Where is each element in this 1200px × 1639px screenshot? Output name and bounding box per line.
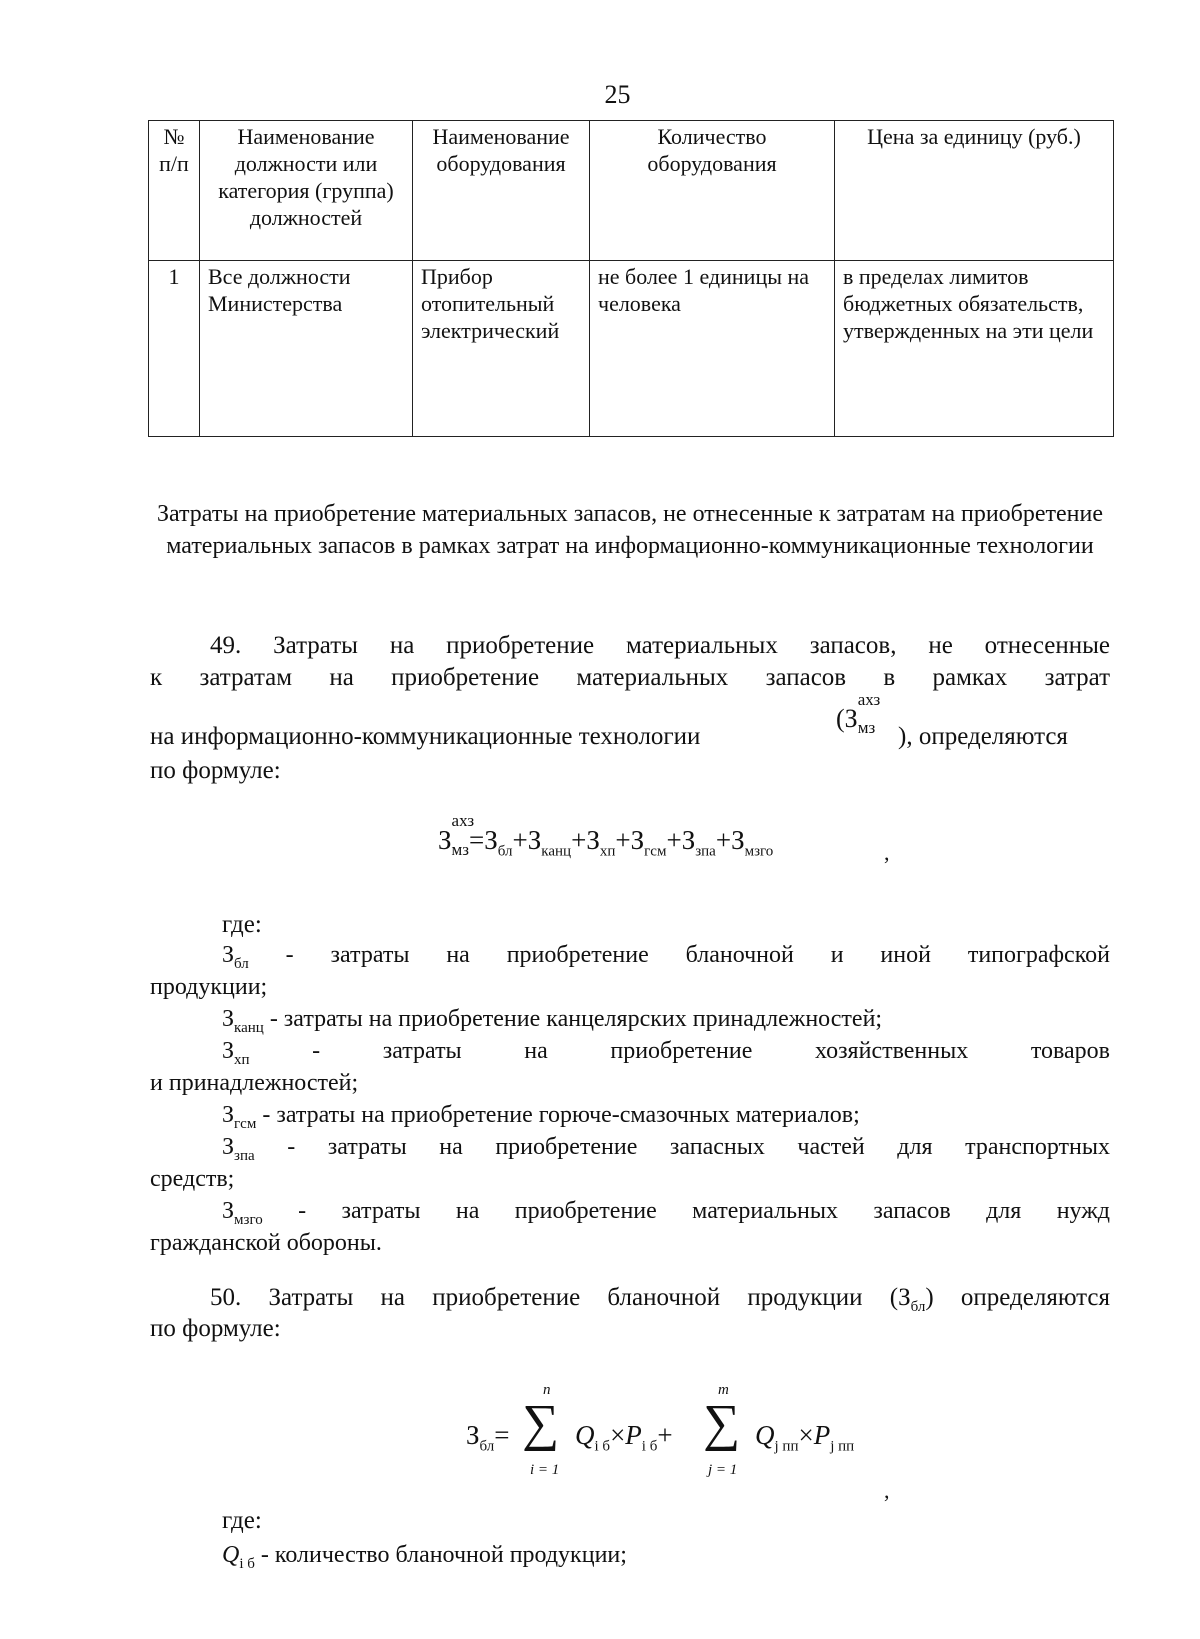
sum2-lower: j = 1 xyxy=(708,1462,738,1478)
p49-line3b: ), определяются xyxy=(898,723,1068,750)
formula-term-sub: бл xyxy=(497,843,513,860)
def-symbol: З xyxy=(222,1198,235,1224)
table-cell: Все должности Министерства xyxy=(200,261,413,437)
p49-line2: к затратам на приобретение материальных запасов в рамках затрат xyxy=(150,664,1110,691)
table-header-cell: Цена за единицу (руб.) xyxy=(835,121,1114,261)
table-header-cell: № п/п xyxy=(149,121,200,261)
def-symbol-sub: гсм xyxy=(234,1115,257,1132)
formula2-comma: , xyxy=(884,1478,890,1503)
formula-term-sub: канц xyxy=(541,843,572,860)
formula2-term2 xyxy=(755,1420,854,1455)
def-symbol-sub: мзго xyxy=(234,1211,263,1228)
def-q-sub: i б xyxy=(239,1555,255,1572)
sigma1-symbol: ∑ xyxy=(522,1395,560,1452)
where-label: где: xyxy=(222,911,262,938)
p50-text-b: ) определяются xyxy=(925,1284,1110,1311)
sum1-lower: i = 1 xyxy=(530,1462,560,1478)
table-cell: не более 1 единицы на человека xyxy=(590,261,835,437)
page-number: 25 xyxy=(604,80,631,109)
inline-symbol-sup: ахз xyxy=(857,690,881,709)
table-header-cell: Наименование оборудования xyxy=(413,121,590,261)
formula-term: З xyxy=(527,825,542,855)
def-text: - затраты на приобретение хозяйственных товаров xyxy=(312,1038,1110,1064)
where2-label: где: xyxy=(222,1507,262,1534)
def-zzpa xyxy=(222,1132,1110,1171)
sum2-upper: m xyxy=(718,1382,729,1398)
def-qib xyxy=(222,1540,627,1579)
table-header-row xyxy=(149,121,1114,261)
inline-symbol-base: З xyxy=(844,704,858,733)
formula-term-sub: гсм xyxy=(644,843,667,860)
def-symbol-sub: хп xyxy=(234,1051,250,1068)
formula-term-sub: мзго xyxy=(744,843,774,860)
formula-term-sub: хп xyxy=(599,843,616,860)
equipment-table xyxy=(148,120,1114,437)
formula-term: З xyxy=(630,825,645,855)
def-zbl xyxy=(222,940,1110,979)
p49-line1: 49. Затраты на приобретение материальных запасов, не отнесенные xyxy=(210,632,1110,659)
def-zzpa-cont: средств; xyxy=(150,1166,235,1192)
inline-symbol-sub: мз xyxy=(857,718,876,737)
def-symbol: З xyxy=(222,1038,235,1064)
formula2-times: × xyxy=(798,1420,814,1450)
sum1-upper: n xyxy=(543,1382,551,1398)
p50-text-a: 50. Затраты на приобретение бланочной продукции (З xyxy=(210,1284,911,1311)
p49-line3a: на информационно-коммуникационные технологии xyxy=(150,723,701,750)
def-text: - затраты на приобретение бланочной и иной типографской xyxy=(285,942,1110,968)
def-symbol-sub: зпа xyxy=(234,1147,255,1164)
formula-zmz: З ахз $_{мз}=З_{бл}+З_{канц}+З_{хп}+З_{гсм}+З_{зпа}+З_{мзго}$ xyxy=(438,811,774,860)
formula1-comma: , xyxy=(884,840,890,865)
def-symbol-sub: бл xyxy=(234,955,249,972)
def-text: - затраты на приобретение горюче-смазочных материалов; xyxy=(262,1102,860,1128)
formula-term-sub: зпа xyxy=(695,843,716,860)
formula2-q1-sub: i б xyxy=(594,1438,611,1455)
formula-lhs-sub: мз xyxy=(451,840,470,859)
def-text: - затраты на приобретение материальных запасов для нужд xyxy=(298,1198,1111,1224)
formula2-lhs xyxy=(466,1420,510,1455)
def-q-text: - количество бланочной продукции; xyxy=(260,1542,627,1568)
def-zhp-cont: и принадлежностей; xyxy=(150,1070,359,1096)
formula2-p2-sub: j пп xyxy=(830,1438,855,1455)
formula-term: З xyxy=(681,825,696,855)
formula-term: З xyxy=(484,825,498,855)
formula2-q2-sub: j пп xyxy=(774,1438,799,1455)
def-symbol-sub: канц xyxy=(234,1019,264,1036)
inline-symbol-zmz: (З ахз $_{мз}$ xyxy=(836,690,881,737)
table-cell: Прибор отопительный электрический xyxy=(413,261,590,437)
table-cell: в пределах лимитов бюджетных обязательств, утвержденных на эти цели xyxy=(835,261,1114,437)
formula2-lhs-sub: бл xyxy=(479,1438,495,1455)
formula2-term1 xyxy=(575,1420,673,1455)
section-heading: Затраты на приобретение материальных запасов, не отнесенные к затратам на приобретение материальных запасов в рамках затрат на информационно-коммуникационные технологии xyxy=(156,501,1104,559)
def-symbol: З xyxy=(222,942,235,968)
formula2-p2: P xyxy=(813,1420,831,1450)
formula2-q1: Q xyxy=(575,1420,595,1450)
def-symbol: З xyxy=(222,1134,235,1160)
formula2-p1: P xyxy=(625,1420,642,1450)
p50-line1 xyxy=(210,1282,1110,1323)
formula-lhs: З xyxy=(438,825,452,855)
def-zbl-cont: продукции; xyxy=(150,974,268,1000)
formula2-eq: = xyxy=(494,1420,510,1450)
p49-line4: по формуле: xyxy=(150,757,281,784)
formula2-plus: + xyxy=(657,1420,673,1450)
formula-term: З xyxy=(586,825,600,855)
table-cell: 1 xyxy=(149,261,200,437)
sigma2-symbol: ∑ xyxy=(703,1395,741,1452)
formula2-lhs-base: З xyxy=(466,1420,480,1450)
table-row xyxy=(149,261,1114,437)
def-text: - затраты на приобретение запасных частей для транспортных xyxy=(287,1134,1111,1160)
def-symbol: З xyxy=(222,1006,235,1032)
p50-line2: по формуле: xyxy=(150,1315,281,1342)
def-text: - затраты на приобретение канцелярских принадлежностей; xyxy=(269,1006,883,1032)
def-zmzgo-cont: гражданской обороны. xyxy=(150,1230,382,1256)
def-q-symbol: Q xyxy=(222,1542,240,1568)
formula-lhs-sup: ахз xyxy=(451,811,475,830)
formula2-p1-sub: i б xyxy=(641,1438,658,1455)
formula2-times: × xyxy=(610,1420,626,1450)
p50-sub: бл xyxy=(910,1299,926,1315)
def-symbol: З xyxy=(222,1102,235,1128)
table-header-cell: Наименование должности или категория (группа) должностей xyxy=(200,121,413,261)
formula2-q2: Q xyxy=(755,1420,775,1450)
table-header-cell: Количество оборудования xyxy=(590,121,835,261)
formula-term: З xyxy=(731,825,745,855)
